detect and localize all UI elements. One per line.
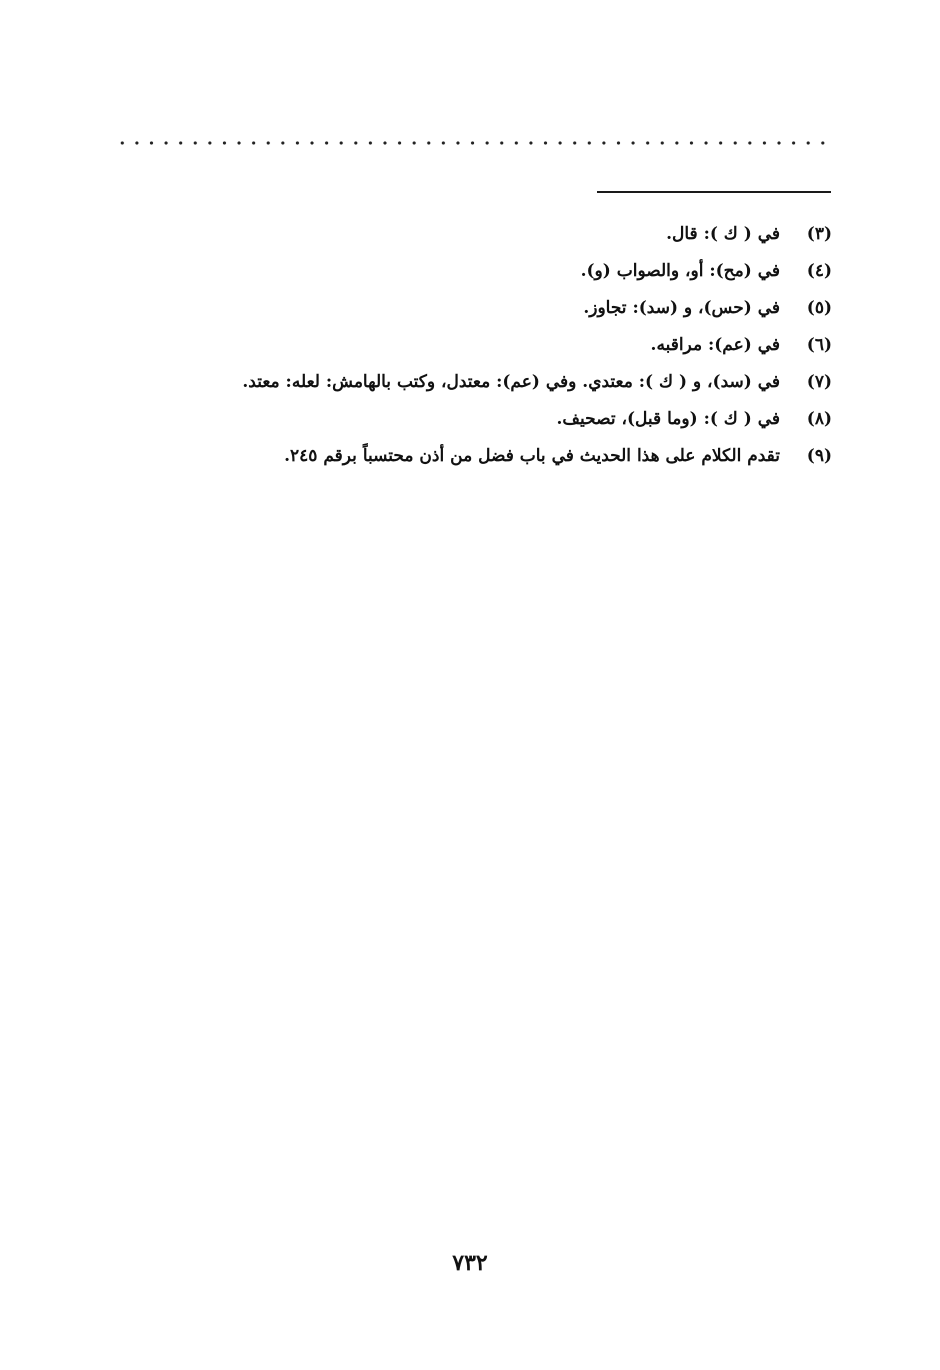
footnote-text: في (عم): مراقبه. [650,335,780,355]
footnote-item [112,216,832,253]
footnote-number: (٩) [806,446,832,466]
footnote-text: تقدم الكلام على هذا الحديث في باب فضل من أذن محتسباً برقم ٢٤٥. [284,446,780,466]
page-number: ٧٣٢ [452,1250,488,1276]
footnote-text: في (مح): أو، والصواب (و). [580,261,780,281]
footnote-text: في (سد)، و ( ك ): معتدي. وفي (عم): معتدل، وكتب بالهامش: لعله: معتد. [242,372,780,392]
dotted-separator [115,138,831,148]
footnotes-list [112,216,832,475]
footnote-text: في ( ك ): قال. [666,224,780,244]
footnote-number: (٦) [806,335,832,355]
footnote-item [112,364,832,401]
footnote-item [112,327,832,364]
footnote-text: في (حس)، و (سد): تجاوز. [583,298,780,318]
footnote-number: (٤) [806,261,832,281]
footnote-number: (٣) [806,224,832,244]
footnote-item [112,290,832,327]
footnote-number: (٨) [806,409,832,429]
footnote-item [112,253,832,290]
footnote-rule [597,191,831,193]
footnote-item [112,438,832,475]
footnote-number: (٧) [806,372,832,392]
footnote-number: (٥) [806,298,832,318]
footnote-item [112,401,832,438]
footnote-text: في ( ك ): (وما قبل)، تصحيف. [556,409,780,429]
